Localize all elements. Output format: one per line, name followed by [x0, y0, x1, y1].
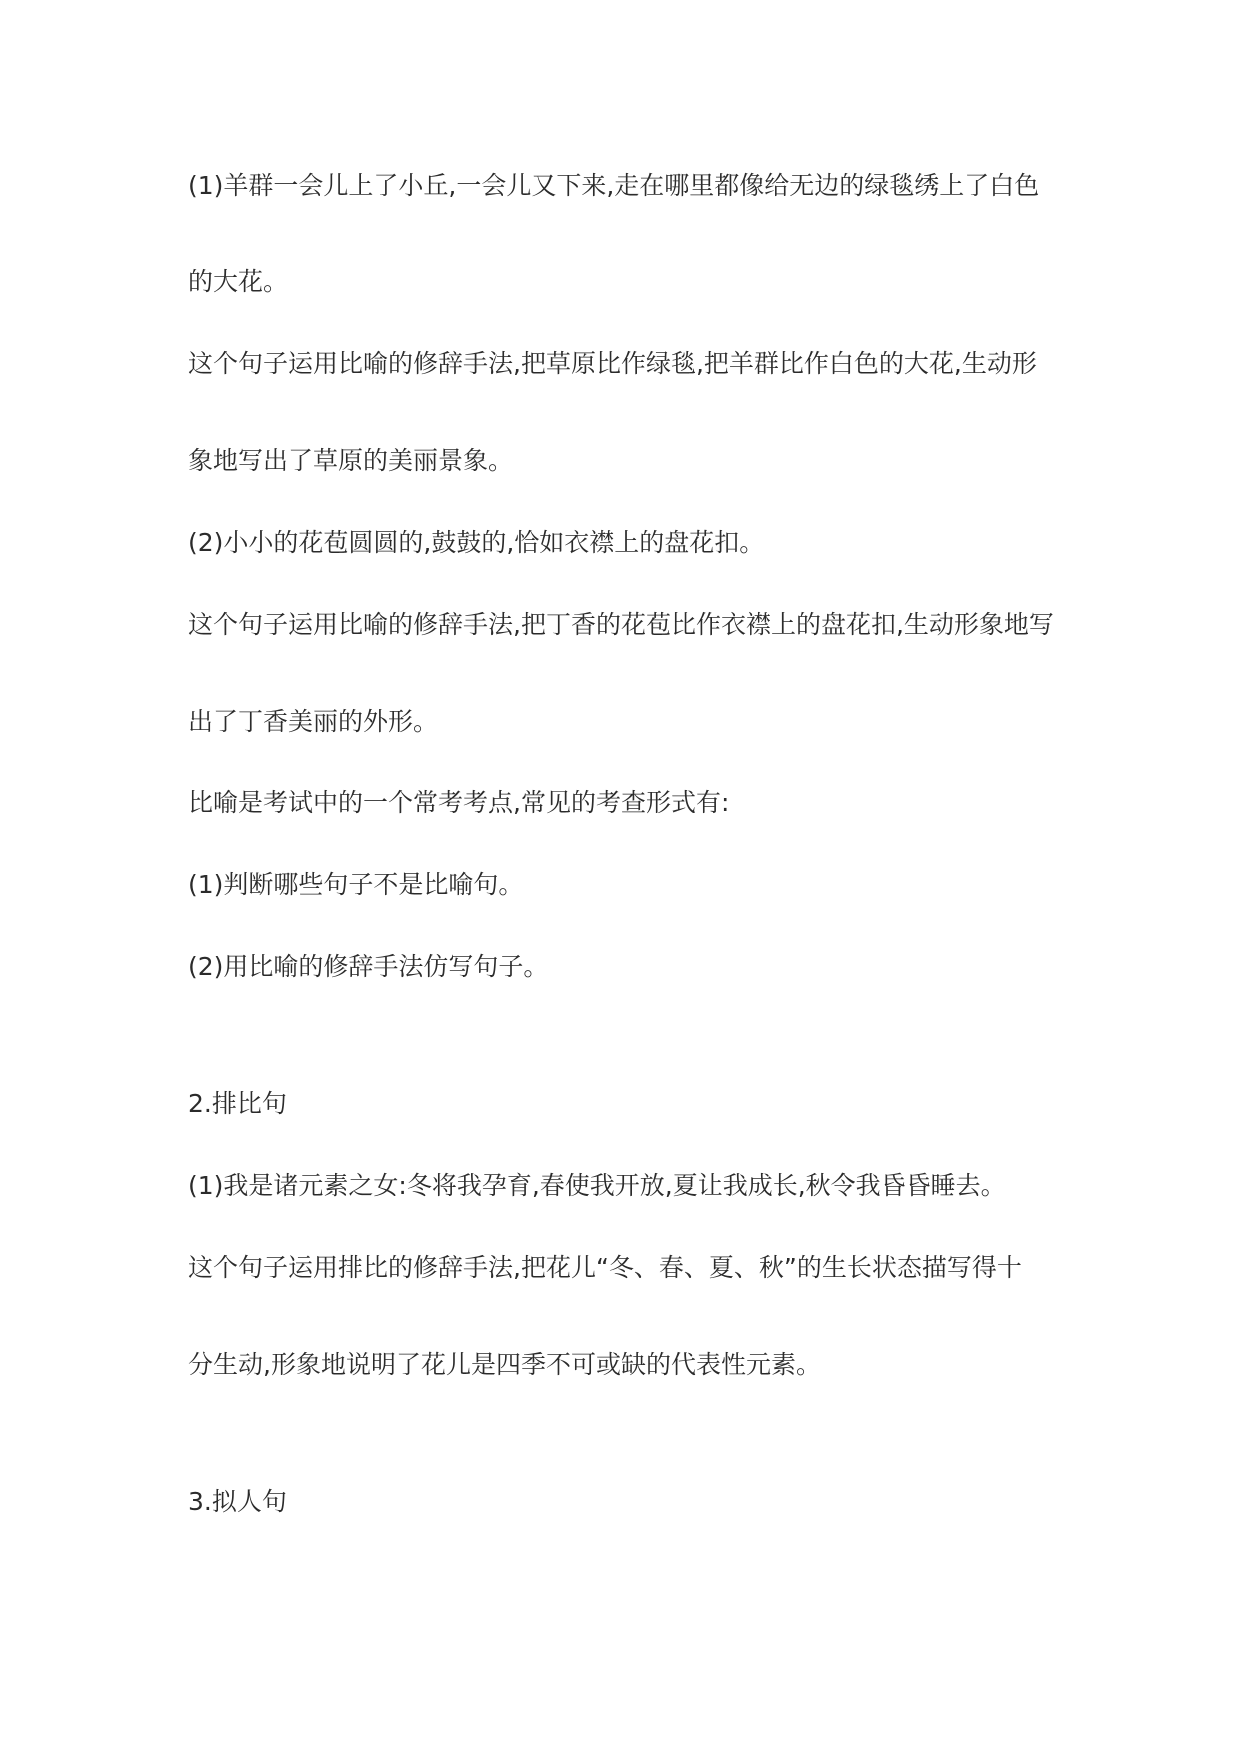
text-line-12: (1)我是诸元素之女:冬将我孕育,春使我开放,夏让我成长,秋令我昏昏睡去。	[188, 1171, 1006, 1200]
text-line-13: 这个句子运用排比的修辞手法,把花儿“冬、春、夏、秋”的生长状态描写得十	[188, 1253, 1022, 1282]
text-line-4: 象地写出了草原的美丽景象。	[188, 446, 514, 475]
text-line-5: (2)小小的花苞圆圆的,鼓鼓的,恰如衣襟上的盘花扣。	[188, 528, 765, 557]
section-heading-parallelism: 2.排比句	[188, 1089, 287, 1118]
text-line-3: 这个句子运用比喻的修辞手法,把草原比作绿毯,把羊群比作白色的大花,生动形	[188, 349, 1037, 378]
section-heading-personification: 3.拟人句	[188, 1487, 287, 1516]
text-line-6: 这个句子运用比喻的修辞手法,把丁香的花苞比作衣襟上的盘花扣,生动形象地写	[188, 610, 1054, 639]
text-line-7: 出了丁香美丽的外形。	[188, 707, 439, 736]
text-line-8: 比喻是考试中的一个常考考点,常见的考查形式有:	[188, 788, 730, 817]
text-line-14: 分生动,形象地说明了花儿是四季不可或缺的代表性元素。	[188, 1350, 821, 1379]
text-line-2: 的大花。	[188, 267, 289, 296]
text-line-10: (2)用比喻的修辞手法仿写句子。	[188, 952, 549, 981]
text-line-1: (1)羊群一会儿上了小丘,一会儿又下来,走在哪里都像给无边的绿毯绣上了白色	[188, 171, 1040, 200]
text-line-9: (1)判断哪些句子不是比喻句。	[188, 870, 524, 899]
